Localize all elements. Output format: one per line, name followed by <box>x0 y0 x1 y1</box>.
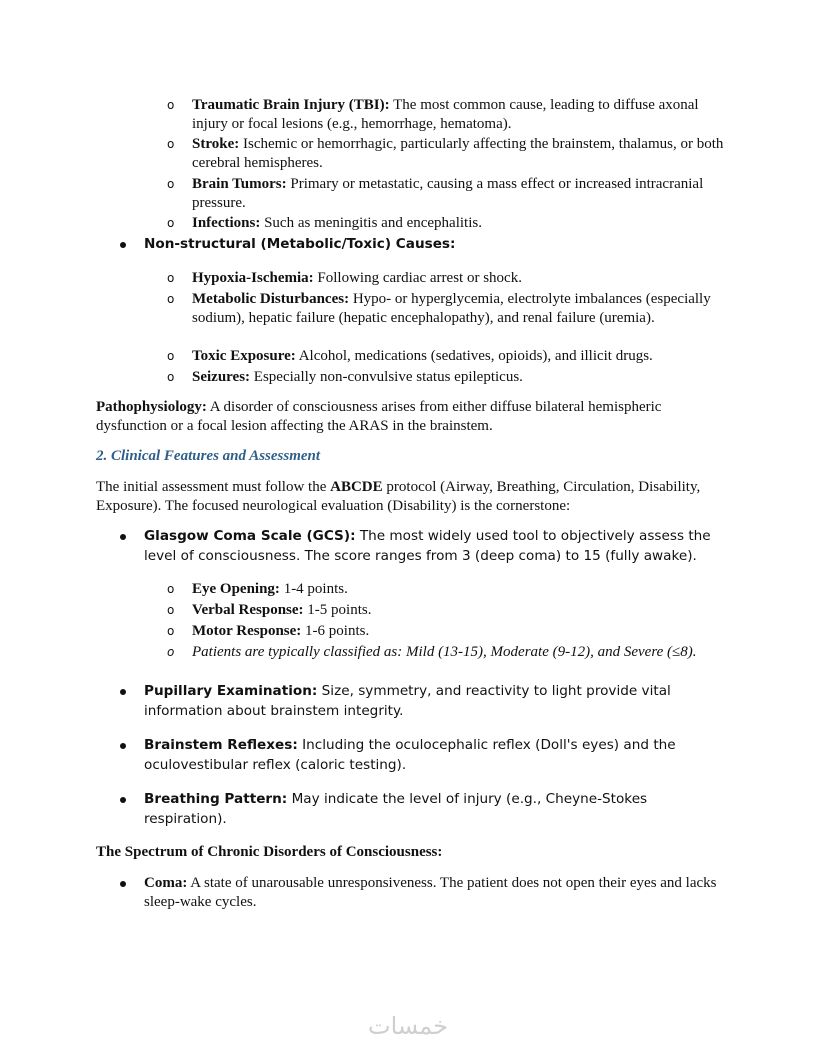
exam-bullet-breathing <box>144 790 724 829</box>
paragraph-term: Pathophysiology: <box>96 399 207 415</box>
list-item-term: Infections: <box>192 215 261 231</box>
nonstructural-heading <box>144 235 724 255</box>
list-item-term: Glasgow Coma Scale (GCS): <box>144 528 356 544</box>
list-item-text: Including the oculocephalic reflex (Doll's eyes) and the oculovestibular reflex (caloric testing). <box>144 737 676 773</box>
paragraph-term: ABCDE <box>330 479 383 495</box>
list-item <box>192 96 732 134</box>
spectrum-heading: The Spectrum of Chronic Disorders of Consciousness: <box>96 844 443 860</box>
list-item-term: Pupillary Examination: <box>144 683 318 699</box>
list-item-term: Brainstem Reflexes: <box>144 737 298 753</box>
section-heading: 2. Clinical Features and Assessment <box>96 448 321 464</box>
list-item <box>192 601 732 620</box>
paragraph-text: The initial assessment must follow the <box>96 479 331 495</box>
assessment-intro-paragraph <box>96 478 726 516</box>
list-item <box>192 580 732 599</box>
list-item-term: Coma: <box>144 875 188 891</box>
list-item-text: 1-4 points. <box>279 581 348 597</box>
list-item-term: Eye Opening: <box>192 581 280 597</box>
list-item-text: Especially non-convulsive status epilepticus. <box>250 369 523 385</box>
list-item <box>192 135 732 173</box>
list-item <box>192 622 732 641</box>
list-item <box>192 214 732 233</box>
gcs-classification-note: o Patients are typically classified as: Mild (13-15), Moderate (9-12), and Severe (≤8). <box>192 643 732 662</box>
list-item-term: Stroke: <box>192 136 240 152</box>
list-item-text: Hypo- or hyperglycemia, electrolyte imbalances (especially sodium), hepatic failure (hepatic encephalopathy), and renal failure (uremia). <box>192 291 711 326</box>
list-item-term: Brain Tumors: <box>192 176 287 192</box>
exam-bullet-brainstem <box>144 736 724 775</box>
list-item-term: Seizures: <box>192 369 251 385</box>
list-item-text: Alcohol, medications (sedatives, opioids), and illicit drugs. <box>295 348 653 364</box>
nonstructural-heading-text: Non-structural (Metabolic/Toxic) Causes: <box>144 236 456 252</box>
list-item-text: 1-5 points. <box>303 602 372 618</box>
paragraph-text: A disorder of consciousness arises from either diffuse bilateral hemispheric dysfunction or a focal lesion affecting the ARAS in the brainstem. <box>96 399 662 434</box>
list-item-text: 1-6 points. <box>301 623 370 639</box>
list-item-text: May indicate the level of injury (e.g., Cheyne-Stokes respiration). <box>144 791 648 827</box>
list-item-term: Toxic Exposure: <box>192 348 296 364</box>
list-item <box>192 368 732 387</box>
list-item-text: A state of unarousable unresponsiveness. The patient does not open their eyes and lacks sleep-wake cycles. <box>144 875 717 910</box>
list-item-text: Following cardiac arrest or shock. <box>313 270 522 286</box>
gcs-bullet <box>144 527 724 566</box>
list-item-term: Verbal Response: <box>192 602 304 618</box>
list-item-text: Ischemic or hemorrhagic, particularly affecting the brainstem, thalamus, or both cerebral hemispheres. <box>192 136 724 171</box>
list-item-term: Traumatic Brain Injury (TBI): <box>192 97 390 113</box>
list-item <box>192 347 732 366</box>
watermark-logo: خمسات <box>367 1012 449 1040</box>
coma-bullet <box>144 874 724 912</box>
list-item-text: The most widely used tool to objectively assess the level of consciousness. The score ranges from 3 (deep coma) to 15 (fully awake). <box>144 528 711 564</box>
list-item-text: Primary or metastatic, causing a mass effect or increased intracranial pressure. <box>192 176 704 211</box>
list-item-term: Metabolic Disturbances: <box>192 291 350 307</box>
list-item <box>192 269 732 288</box>
list-item-text: The most common cause, leading to diffuse axonal injury or focal lesions (e.g., hemorrhage, hematoma). <box>192 97 699 132</box>
paragraph-text: protocol (Airway, Breathing, Circulation, Disability, Exposure). The focused neurological evaluation (Disability) is the cornerstone: <box>96 479 701 514</box>
list-item-term: Breathing Pattern: <box>144 791 288 807</box>
pathophysiology-paragraph <box>96 398 726 436</box>
list-item-text: Size, symmetry, and reactivity to light provide vital information about brainstem integrity. <box>144 683 671 719</box>
exam-bullet-pupillary <box>144 682 724 721</box>
list-item-term: Motor Response: <box>192 623 302 639</box>
list-item <box>192 290 732 328</box>
list-item-text: Such as meningitis and encephalitis. <box>260 215 482 231</box>
list-item <box>192 175 732 213</box>
list-item-term: Hypoxia-Ischemia: <box>192 270 314 286</box>
